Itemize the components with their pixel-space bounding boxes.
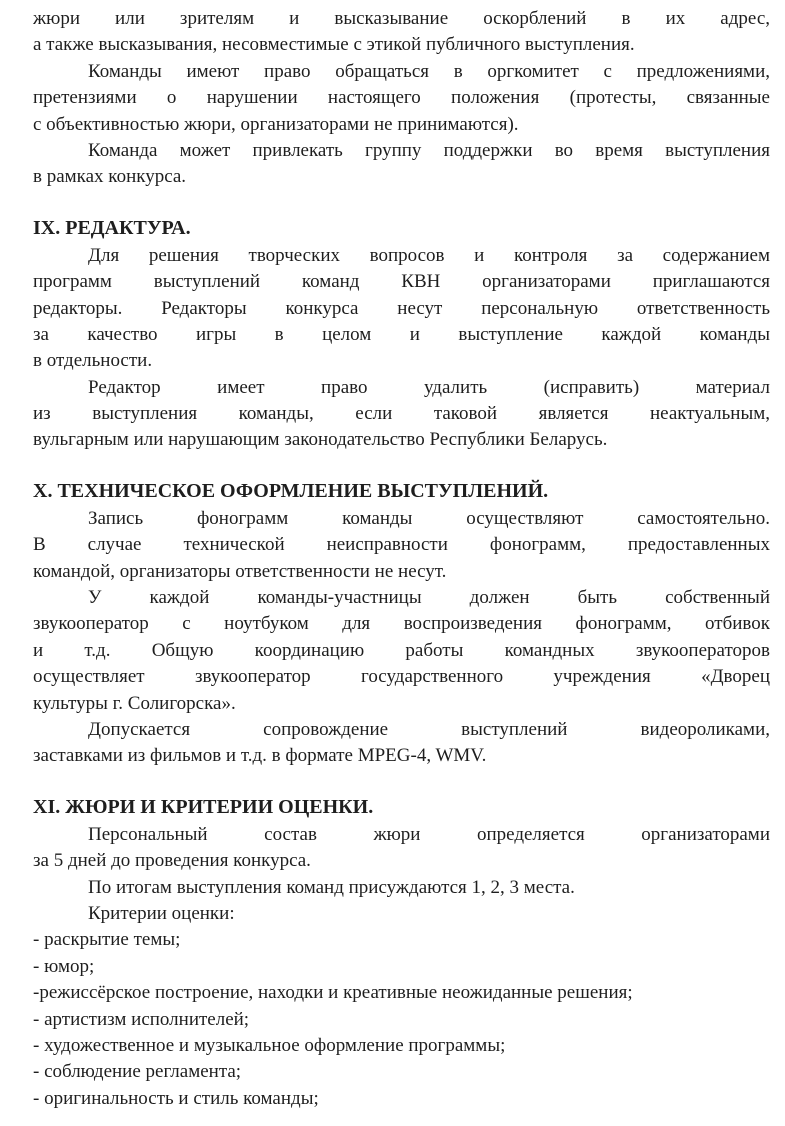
- text-line: и т.д. Общую координацию работы командных звукооператоров: [33, 639, 770, 661]
- criteria-item: - юмор;: [33, 955, 95, 977]
- text-line: а также высказывания, несовместимые с этикой публичного выступления.: [33, 34, 635, 56]
- criteria-item: - оригинальность и стиль команды;: [33, 1087, 319, 1109]
- text-line: В случае технической неисправности фонограмм, предоставленных: [33, 534, 770, 556]
- section-jury-body: [33, 822, 770, 1112]
- text-line: с объективностью жюри, организаторами не принимаются).: [33, 113, 519, 135]
- text-line: Команда может привлекать группу поддержки во время выступления: [88, 139, 770, 161]
- section-technical-body: [33, 506, 770, 770]
- text-line: Допускается сопровождение выступлений видеороликами,: [88, 718, 770, 740]
- text-line: Редактор имеет право удалить (исправить) материал: [88, 376, 770, 398]
- text-line: У каждой команды-участницы должен быть собственный: [88, 587, 770, 609]
- criteria-item: - артистизм исполнителей;: [33, 1008, 250, 1030]
- intro-paragraphs: [33, 6, 770, 191]
- text-line: жюри или зрителям и высказывание оскорблений в их адрес,: [33, 8, 770, 29]
- text-line: Команды имеют право обращаться в оргкомитет с предложениями,: [88, 60, 770, 82]
- criteria-item: - соблюдение регламента;: [33, 1061, 242, 1083]
- text-line: Персональный состав жюри определяется организаторами: [88, 823, 770, 845]
- criteria-item: - раскрытие темы;: [33, 929, 181, 951]
- text-line: Критерии оценки:: [88, 902, 235, 924]
- text-line: программ выступлений команд КВН организаторами приглашаются: [33, 271, 770, 293]
- text-line: осуществляет звукооператор государственного учреждения «Дворец: [33, 666, 770, 688]
- text-line: в отдельности.: [33, 350, 153, 372]
- text-line: в рамках конкурса.: [33, 166, 187, 188]
- section-editing-body: [33, 243, 770, 454]
- text-line: за 5 дней до проведения конкурса.: [33, 850, 311, 872]
- section-heading-editing: IX. РЕДАКТУРА.: [33, 216, 191, 239]
- criteria-item: - художественное и музыкальное оформление программы;: [33, 1034, 506, 1056]
- text-line: претензиями о нарушении настоящего положения (протесты, связанные: [33, 87, 770, 109]
- text-line: Для решения творческих вопросов и контроля за содержанием: [88, 244, 770, 266]
- text-line: за качество игры в целом и выступление каждой команды: [33, 323, 770, 345]
- section-heading-technical: X. ТЕХНИЧЕСКОЕ ОФОРМЛЕНИЕ ВЫСТУПЛЕНИЙ.: [33, 479, 549, 502]
- text-line: редакторы. Редакторы конкурса несут персональную ответственность: [33, 297, 770, 319]
- text-line: вульгарным или нарушающим законодательство Республики Беларусь.: [33, 429, 608, 451]
- text-line: звукооператор с ноутбуком для воспроизведения фонограмм, отбивок: [33, 613, 770, 635]
- text-line: командой, организаторы ответственности не несут.: [33, 560, 447, 582]
- document-page: [33, 6, 770, 1112]
- text-line: Запись фонограмм команды осуществляют самостоятельно.: [88, 507, 770, 529]
- text-line: заставками из фильмов и т.д. в формате MPEG-4, WMV.: [33, 745, 487, 767]
- section-heading-jury: XI. ЖЮРИ И КРИТЕРИИ ОЦЕНКИ.: [33, 795, 374, 818]
- text-line: культуры г. Солигорска».: [33, 692, 236, 714]
- text-line: из выступления команды, если таковой является неактуальным,: [33, 403, 770, 425]
- text-line: По итогам выступления команд присуждаются 1, 2, 3 места.: [88, 876, 575, 898]
- criteria-item: -режиссёрское построение, находки и креативные неожиданные решения;: [33, 982, 633, 1004]
